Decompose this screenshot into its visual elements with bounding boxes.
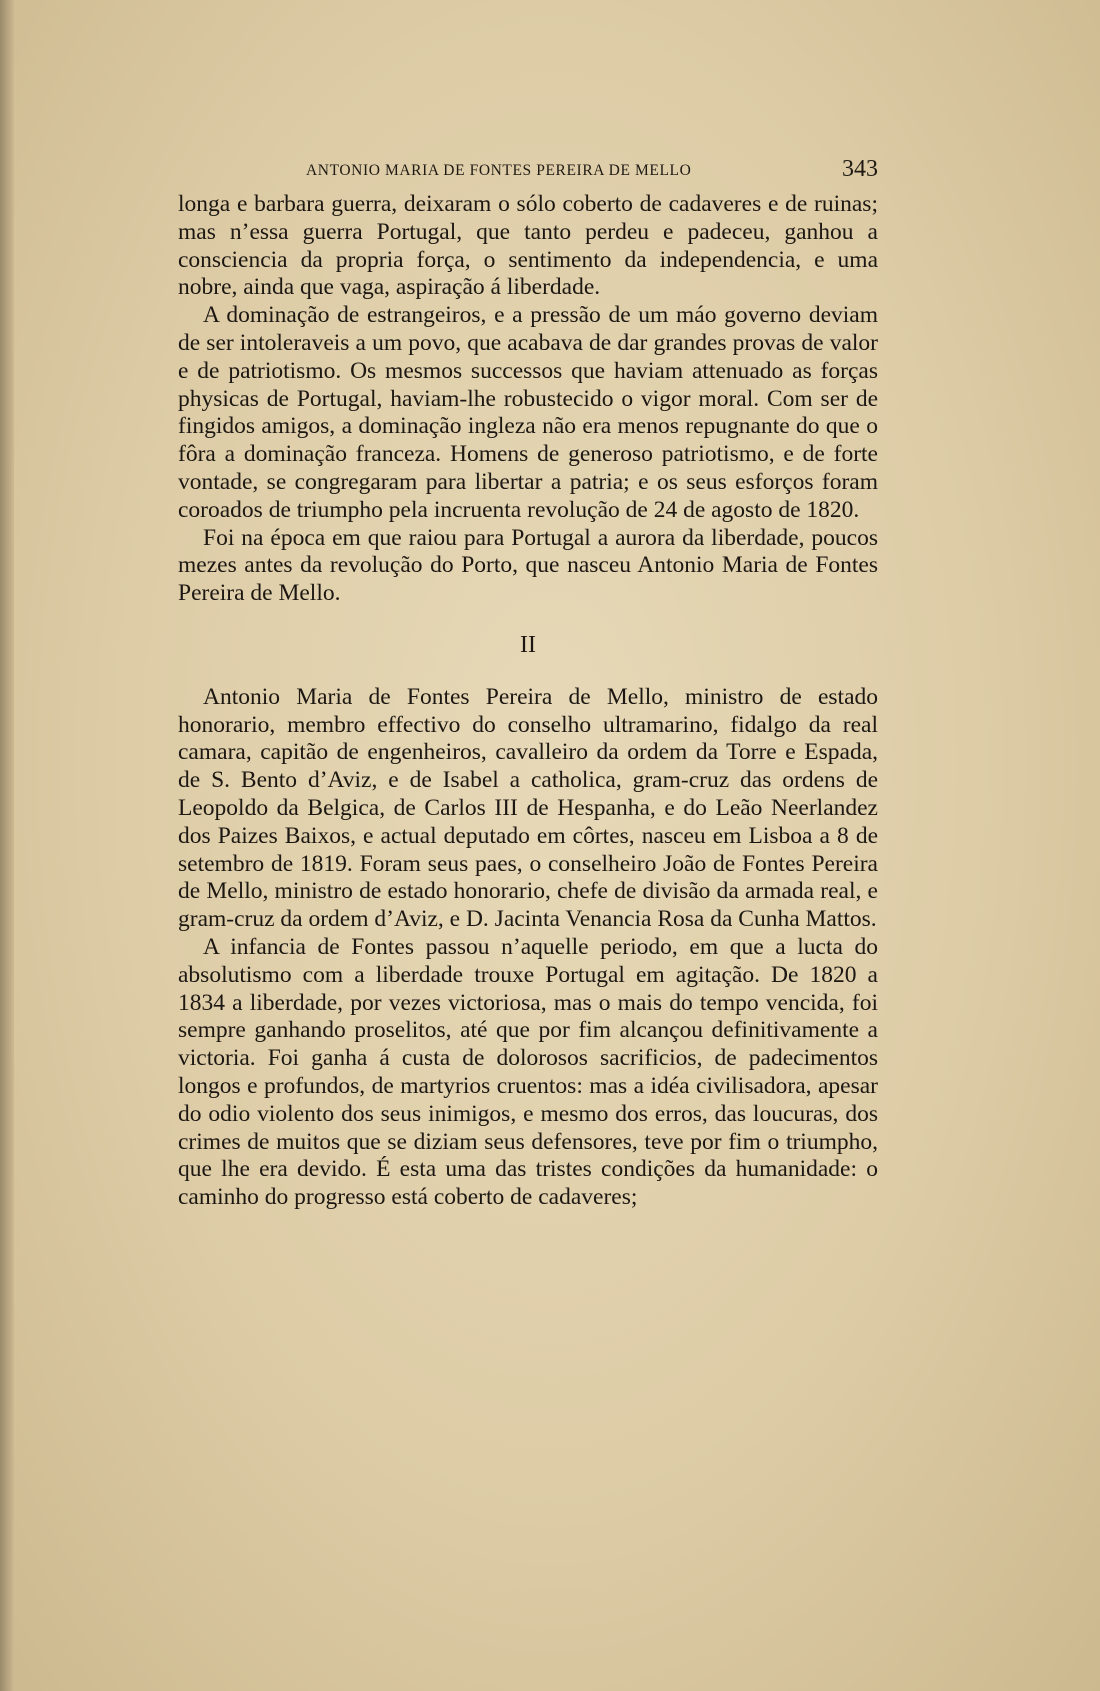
body-text — [178, 191, 878, 1212]
section-paragraph-1: Antonio Maria de Fontes Pereira de Mello, ministro de estado honorario, membro effectivo do conselho ultramarino, fidalgo da real camara, capitão de engenheiros, cavalleiro da ordem da Torre e Espada, de S. Bento d’Aviz, e de Isabel a catholica, gram-cruz das ordens de Leopoldo da Belgica, de Carlos III de Hespanha, e do Leão Neerlandez dos Paizes Baixos, e actual deputado em côrtes, nasceu em Lisboa a 8 de setembro de 1819. Foram seus paes, o conselheiro João de Fontes Pereira de Mello, ministro de estado honorario, chefe de divisão da armada real, e gram-cruz da ordem d’Aviz, e D. Jacinta Venancia Rosa da Cunha Mattos. — [178, 683, 878, 933]
section-heading: II — [520, 631, 536, 658]
section-paragraph-2: A infancia de Fontes passou n’aquelle periodo, em que a lucta do absolutismo com a liberdade trouxe Portugal em agitação. De 1820 a 1834 a liberdade, por vezes victoriosa, mas o mais do tempo vencida, foi sempre ganhando proselitos, até que por fim alcançou definitivamente a victoria. Foi ganha á custa de dolorosos sacrificios, de padecimentos longos e profundos, de martyrios cruentos: mas a idéa civilisadora, apesar do odio violento dos seus inimigos, e mesmo dos erros, das loucuras, dos crimes de muitos que se diziam seus defensores, teve por fim o triumpho, que lhe era devido. É esta uma das tristes condições da humanidade: o caminho do progresso está coberto de cadaveres; — [178, 933, 878, 1211]
running-head: ANTONIO MARIA DE FONTES PEREIRA DE MELLO — [306, 162, 692, 179]
paragraph-3: Foi na época em que raiou para Portugal a aurora da liberdade, poucos mezes antes da revolução do Porto, que nasceu Antonio Maria de Fontes Pereira de Mello. — [178, 524, 878, 607]
paragraph-1: longa e barbara guerra, deixaram o sólo coberto de cadaveres e de ruinas; mas n’essa guerra Portugal, que tanto perdeu e padeceu, ganhou a consciencia da propria força, o sentimento da independencia, e uma nobre, ainda que vaga, aspiração á liberdade. — [178, 191, 878, 301]
page-number: 343 — [842, 156, 878, 182]
page-header — [178, 156, 878, 186]
paragraph-2: A dominação de estrangeiros, e a pressão de um máo governo deviam de ser intoleraveis a um povo, que acabava de dar grandes provas de valor e de patriotismo. Os mesmos successos que haviam attenuado as forças physicas de Portugal, haviam-lhe robustecido o vigor moral. Com ser de fingidos amigos, a dominação ingleza não era menos repugnante do que o fôra a dominação franceza. Homens de generoso patriotismo, e de forte vontade, se congregaram para libertar a patria; e os seus esforços foram coroados de triumpho pela incruenta revolução de 24 de agosto de 1820. — [178, 302, 878, 523]
page-binding-edge — [0, 0, 14, 1691]
